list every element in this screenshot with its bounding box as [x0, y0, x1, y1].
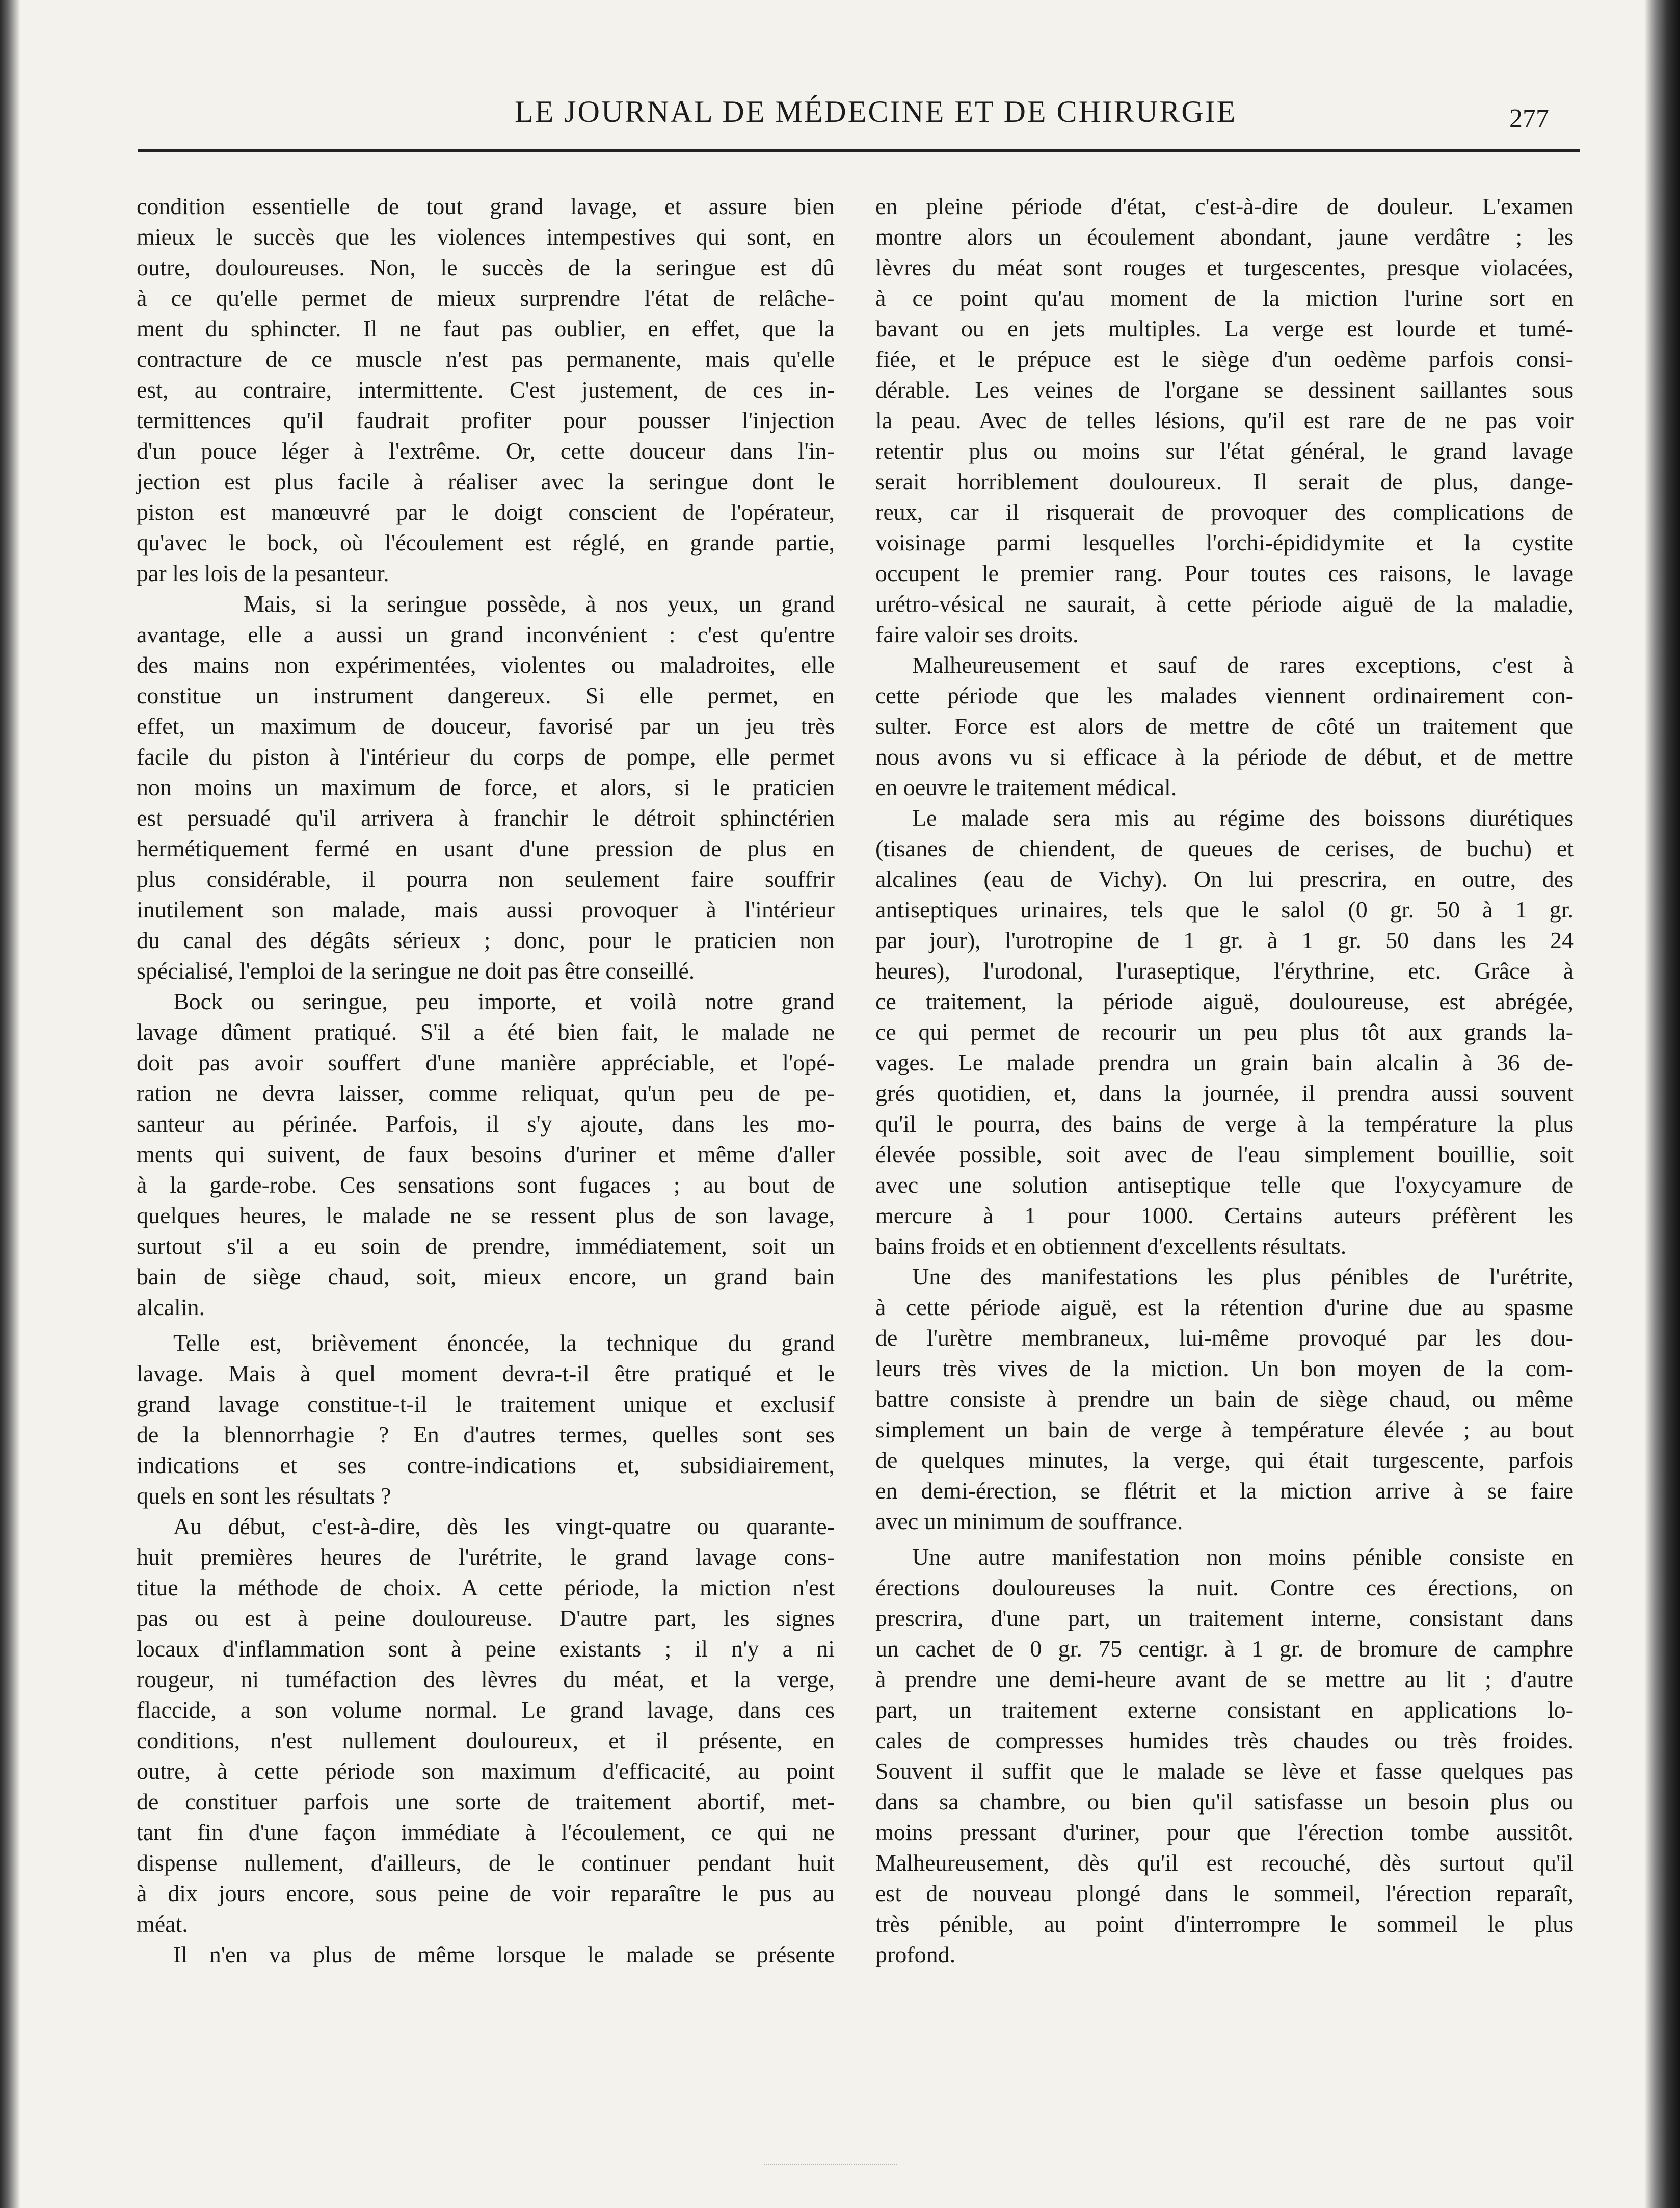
text-line: grand lavage constitue-t-il le traitement unique et exclusif — [137, 1391, 835, 1417]
text-line: moins pressant d'uriner, pour que l'érection tombe aussitôt. — [875, 1819, 1574, 1845]
text-line: en oeuvre le traitement médical. — [875, 774, 1177, 800]
text-line: cales de compresses humides très chaudes ou très froides. — [875, 1727, 1574, 1753]
text-line: quelques heures, le malade ne se ressent plus de son lavage, — [137, 1202, 835, 1228]
text-line: tant fin d'une façon immédiate à l'écoulement, ce qui ne — [137, 1819, 835, 1845]
right-text-column — [875, 191, 1574, 1970]
text-line: un cachet de 0 gr. 75 centigr. à 1 gr. de bromure de camphre — [875, 1636, 1574, 1662]
text-line: grés quotidien, et, dans la journée, il prendra aussi souvent — [875, 1080, 1574, 1106]
text-line: lavage. Mais à quel moment devra-t-il être pratiqué et le — [137, 1360, 835, 1386]
text-line: Au début, c'est-à-dire, dès les vingt-quatre ou quarante- — [173, 1513, 835, 1539]
text-line: huit premières heures de l'urétrite, le grand lavage cons- — [137, 1544, 835, 1570]
text-line: mercure à 1 pour 1000. Certains auteurs préfèrent les — [875, 1202, 1574, 1228]
text-line: non moins un maximum de force, et alors, si le praticien — [137, 774, 835, 800]
text-line: leurs très vives de la miction. Un bon moyen de la com- — [875, 1355, 1574, 1381]
header-rule — [138, 149, 1580, 152]
text-line: qu'avec le bock, où l'écoulement est réglé, en grande partie, — [137, 530, 835, 556]
text-line: urétro-vésical ne saurait, à cette période aiguë de la maladie, — [875, 591, 1574, 617]
text-line: ments qui suivent, de faux besoins d'uriner et même d'aller — [137, 1141, 835, 1167]
text-line: contracture de ce muscle n'est pas permanente, mais qu'elle — [137, 346, 835, 372]
text-line: en pleine période d'état, c'est-à-dire de douleur. L'examen — [875, 193, 1574, 219]
text-line: condition essentielle de tout grand lavage, et assure bien — [137, 193, 835, 219]
text-line: occupent le premier rang. Pour toutes ces raisons, le lavage — [875, 560, 1574, 586]
text-line: lavage dûment pratiqué. S'il a été bien fait, le malade ne — [137, 1019, 835, 1045]
text-line: d'un pouce léger à l'extrême. Or, cette douceur dans l'in- — [137, 438, 835, 464]
text-line: hermétiquement fermé en usant d'une pression de plus en — [137, 835, 835, 861]
text-line: dérable. Les veines de l'organe se dessinent saillantes sous — [875, 377, 1574, 403]
text-line: pas ou est à peine douloureuse. D'autre part, les signes — [137, 1605, 835, 1631]
text-line: est persuadé qu'il arrivera à franchir le détroit sphinctérien — [137, 805, 835, 831]
text-line: ment du sphincter. Il ne faut pas oublier, en effet, que la — [137, 316, 835, 341]
text-line: effet, un maximum de douceur, favorisé par un jeu très — [137, 713, 835, 739]
journal-title: LE JOURNAL DE MÉDECINE ET DE CHIRURGIE — [515, 95, 1237, 128]
text-line: retentir plus ou moins sur l'état général, le grand lavage — [875, 438, 1574, 464]
text-line: lèvres du méat sont rouges et turgescentes, presque violacées, — [875, 254, 1574, 280]
text-line: quels en sont les résultats ? — [137, 1483, 391, 1509]
text-line: dans sa chambre, ou bien qu'il satisfasse un besoin plus ou — [875, 1789, 1574, 1815]
text-line: profond. — [875, 1941, 956, 1967]
text-line: à prendre une demi-heure avant de se mettre au lit ; d'autre — [875, 1666, 1574, 1692]
text-line: locaux d'inflammation sont à peine existants ; il n'y a ni — [137, 1636, 835, 1662]
paragraph-gap — [875, 1537, 1574, 1542]
text-line: antiseptiques urinaires, tels que le salol (0 gr. 50 à 1 gr. — [875, 897, 1574, 923]
text-line: flaccide, a son volume normal. Le grand lavage, dans ces — [137, 1697, 835, 1723]
text-line: dispense nullement, d'ailleurs, de le continuer pendant huit — [137, 1850, 835, 1876]
text-line: en demi-érection, se flétrit et la miction arrive à se faire — [875, 1478, 1574, 1504]
text-line: la peau. Avec de telles lésions, qu'il est rare de ne pas voir — [875, 407, 1574, 433]
text-line: Mais, si la seringue possède, à nos yeux, un grand — [244, 591, 835, 617]
paragraph-gap — [137, 1323, 835, 1328]
text-line: faire valoir ses droits. — [875, 621, 1079, 647]
text-line: avec une solution antiseptique telle que l'oxycyamure de — [875, 1172, 1574, 1198]
text-line: part, un traitement externe consistant en applications lo- — [875, 1697, 1574, 1723]
text-line: nous avons vu si efficace à la période de début, et de mettre — [875, 744, 1574, 770]
text-line: (tisanes de chiendent, de queues de cerises, de buchu) et — [875, 835, 1574, 861]
text-line: très pénible, au point d'interrompre le sommeil le plus — [875, 1911, 1574, 1937]
left-text-column — [137, 191, 835, 1970]
text-line: est, au contraire, intermittente. C'est justement, de ces in- — [137, 377, 835, 403]
text-line: Une autre manifestation non moins pénible consiste en — [912, 1544, 1574, 1570]
text-line: Malheureusement, dès qu'il est recouché, dès surtout qu'il — [875, 1850, 1574, 1876]
text-line: outre, douloureuses. Non, le succès de la seringue est dû — [137, 254, 835, 280]
text-line: Souvent il suffit que le malade se lève et fasse quelques pas — [875, 1758, 1574, 1784]
text-line: ce traitement, la période aiguë, douloureuse, est abrégée, — [875, 988, 1574, 1014]
text-line: à dix jours encore, sous peine de voir reparaître le pus au — [137, 1880, 835, 1906]
text-line: spécialisé, l'emploi de la seringue ne doit pas être conseillé. — [137, 958, 695, 984]
text-line: mieux le succès que les violences intempestives qui sont, en — [137, 224, 835, 250]
page-number: 277 — [1509, 104, 1549, 133]
text-line: alcalines (eau de Vichy). On lui prescrira, en outre, des — [875, 866, 1574, 892]
text-line: de constituer parfois une sorte de traitement abortif, met- — [137, 1789, 835, 1815]
text-line: de l'urètre membraneux, lui-même provoqué par les dou- — [875, 1325, 1574, 1351]
text-line: par jour), l'urotropine de 1 gr. à 1 gr. 50 dans les 24 — [875, 927, 1574, 953]
text-line: battre consiste à prendre un bain de siège chaud, ou même — [875, 1386, 1574, 1412]
text-line: montre alors un écoulement abondant, jaune verdâtre ; les — [875, 224, 1574, 250]
text-line: Bock ou seringue, peu importe, et voilà notre grand — [173, 988, 835, 1014]
text-line: à ce point qu'au moment de la miction l'urine sort en — [875, 285, 1574, 311]
page-edge-shadow-right — [1644, 0, 1680, 2208]
text-line: est de nouveau plongé dans le sommeil, l'érection reparaît, — [875, 1880, 1574, 1906]
text-line: surtout s'il a eu soin de prendre, immédiatement, soit un — [137, 1233, 835, 1259]
text-line: plus considérable, il pourra non seulement faire souffrir — [137, 866, 835, 892]
running-header — [138, 89, 1580, 145]
text-line: heures), l'urodonal, l'uraseptique, l'érythrine, etc. Grâce à — [875, 958, 1574, 984]
text-line: à cette période aiguë, est la rétention d'urine due au spasme — [875, 1294, 1574, 1320]
text-line: sulter. Force est alors de mettre de côté un traitement que — [875, 713, 1574, 739]
text-line: alcalin. — [137, 1294, 205, 1320]
text-line: par les lois de la pesanteur. — [137, 560, 389, 586]
text-line: bain de siège chaud, soit, mieux encore, un grand bain — [137, 1264, 835, 1290]
text-line: bains froids et en obtiennent d'excellents résultats. — [875, 1233, 1347, 1259]
text-line: avantage, elle a aussi un grand inconvénient : c'est qu'entre — [137, 621, 835, 647]
page-edge-shadow-left — [0, 0, 20, 2208]
text-line: avec un minimum de souffrance. — [875, 1508, 1183, 1534]
text-line: outre, à cette période son maximum d'efficacité, au point — [137, 1758, 835, 1784]
text-line: ce qui permet de recourir un peu plus tôt aux grands la- — [875, 1019, 1574, 1045]
text-line: santeur au périnée. Parfois, il s'y ajoute, dans les mo- — [137, 1111, 835, 1137]
text-line: fiée, et le prépuce est le siège d'un oedème parfois consi- — [875, 346, 1574, 372]
text-line: Une des manifestations les plus pénibles de l'urétrite, — [912, 1264, 1574, 1290]
text-line: facile du piston à l'intérieur du corps de pompe, elle permet — [137, 744, 835, 770]
text-line: érections douloureuses la nuit. Contre ces érections, on — [875, 1574, 1574, 1600]
text-line: titue la méthode de choix. A cette période, la miction n'est — [137, 1574, 835, 1600]
bottom-scan-mark — [764, 2164, 897, 2175]
text-line: jection est plus facile à réaliser avec la seringue dont le — [137, 468, 835, 494]
text-line: méat. — [137, 1911, 188, 1937]
text-line: indications et ses contre-indications et, subsidiairement, — [137, 1452, 835, 1478]
text-line: de quelques minutes, la verge, qui était turgescente, parfois — [875, 1447, 1574, 1473]
text-line: des mains non expérimentées, violentes ou maladroites, elle — [137, 652, 835, 678]
text-line: inutilement son malade, mais aussi provoquer à l'intérieur — [137, 897, 835, 923]
text-line: Le malade sera mis au régime des boissons diurétiques — [912, 805, 1574, 831]
text-line: reux, car il risquerait de provoquer des complications de — [875, 499, 1574, 525]
text-line: à ce qu'elle permet de mieux surprendre l'état de relâche- — [137, 285, 835, 311]
text-line: serait horriblement douloureux. Il serait de plus, dange- — [875, 468, 1574, 494]
text-line: prescrira, d'une part, un traitement interne, consistant dans — [875, 1605, 1574, 1631]
text-line: cette période que les malades viennent ordinairement con- — [875, 682, 1574, 708]
text-line: Malheureusement et sauf de rares exceptions, c'est à — [912, 652, 1574, 678]
text-line: doit pas avoir souffert d'une manière appréciable, et l'opé- — [137, 1049, 835, 1075]
text-line: piston est manœuvré par le doigt conscient de l'opérateur, — [137, 499, 835, 525]
text-line: voisinage parmi lesquelles l'orchi-épididymite et la cystite — [875, 530, 1574, 556]
text-line: rougeur, ni tuméfaction des lèvres du méat, et la verge, — [137, 1666, 835, 1692]
text-line: vages. Le malade prendra un grain bain alcalin à 36 de- — [875, 1049, 1574, 1075]
text-line: conditions, n'est nullement douloureux, et il présente, en — [137, 1727, 835, 1753]
text-line: Il n'en va plus de même lorsque le malade se présente — [173, 1941, 835, 1967]
text-line: simplement un bain de verge à température élevée ; au bout — [875, 1416, 1574, 1442]
text-line: qu'il le pourra, des bains de verge à la température la plus — [875, 1111, 1574, 1137]
text-line: Telle est, brièvement énoncée, la technique du grand — [173, 1330, 835, 1356]
text-line: constitue un instrument dangereux. Si elle permet, en — [137, 682, 835, 708]
text-line: à la garde-robe. Ces sensations sont fugaces ; au bout de — [137, 1172, 835, 1198]
text-line: de la blennorrhagie ? En d'autres termes, quelles sont ses — [137, 1422, 835, 1448]
text-line: élevée possible, soit avec de l'eau simplement bouillie, soit — [875, 1141, 1574, 1167]
text-line: termittences qu'il faudrait profiter pour pousser l'injection — [137, 407, 835, 433]
text-line: du canal des dégâts sérieux ; donc, pour le praticien non — [137, 927, 835, 953]
text-line: bavant ou en jets multiples. La verge est lourde et tumé- — [875, 316, 1574, 341]
text-line: ration ne devra laisser, comme reliquat, qu'un peu de pe- — [137, 1080, 835, 1106]
